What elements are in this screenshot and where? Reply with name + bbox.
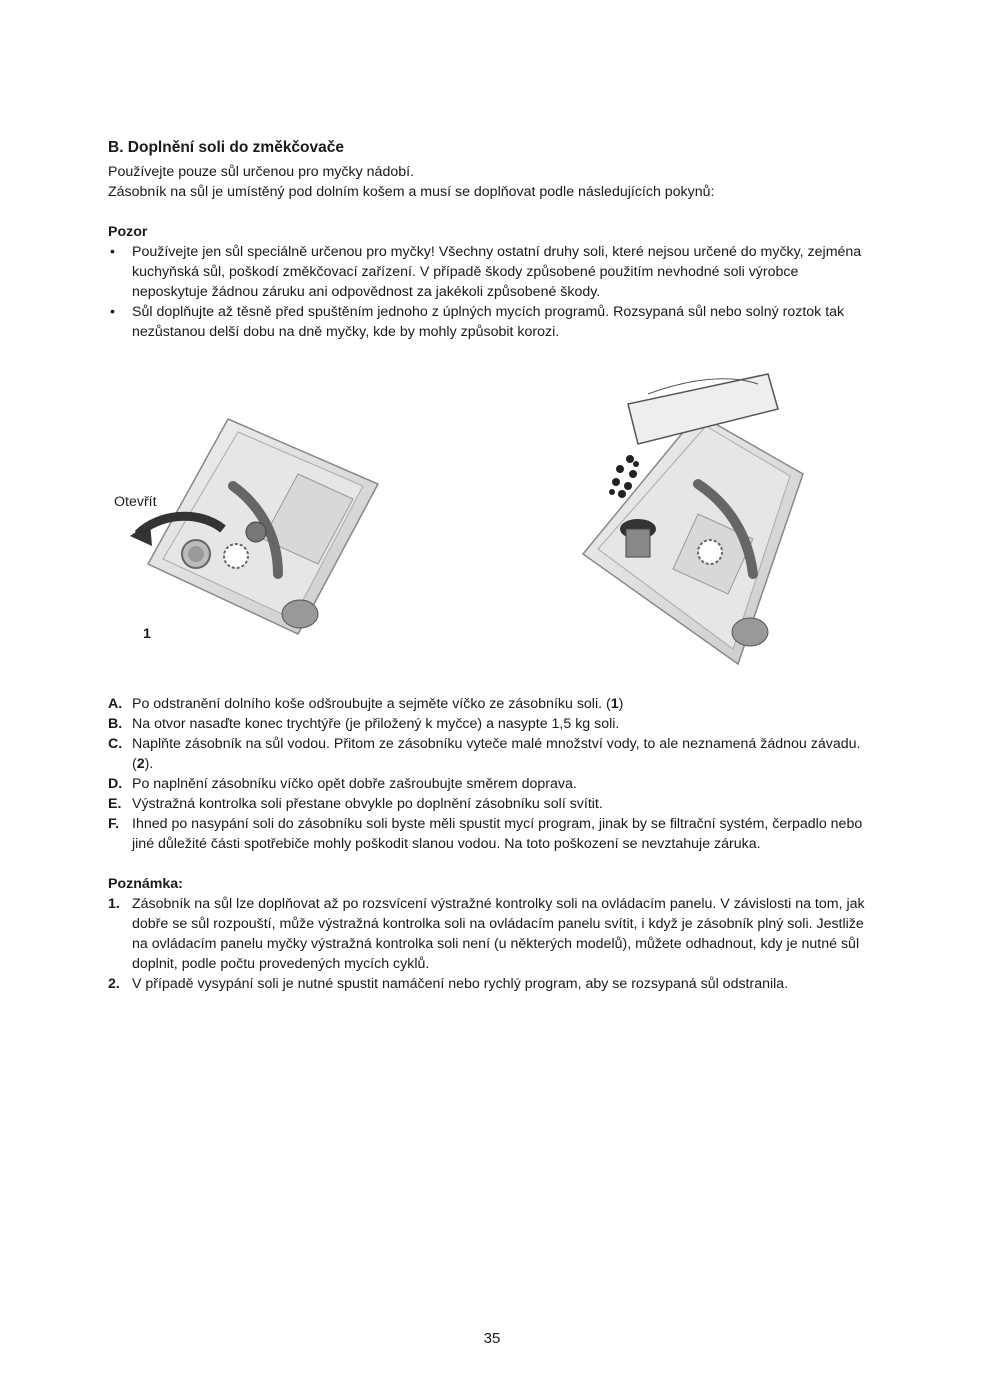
open-label: Otevřít xyxy=(114,494,157,510)
dishwasher-floor-pour-salt-drawing xyxy=(578,364,808,674)
illustration xyxy=(108,364,878,684)
dishwasher-floor-open-cap-drawing xyxy=(128,414,388,654)
step-item: C. Naplňte zásobník na sůl vodou. Přitom ze zásobníku vyteče malé množství vody, to ale neznamená žádnou závadu. (2). xyxy=(108,736,861,772)
step-item: B. Na otvor nasaďte konec trychtýře (je přiložený k myčce) a nasypte 1,5 kg soli. xyxy=(108,716,620,732)
intro-line: Zásobník na sůl je umístěný pod dolním košem a musí se doplňovat podle následujících pokynů: xyxy=(108,184,715,200)
note-item: 1. Zásobník na sůl lze doplňovat až po rozsvícení výstražné kontrolky soli na ovládacím panelu. V závislosti na tom, jak dobře se sůl rozpouští, může výstražná kontrolka soli na ovládacím panelu svítit, i když je zásobník plný soli. Jestliže na ovládacím panelu myčky výstražná kontrolka soli není (u některých modelů), můžete odhadnout, kdy je nutné sůl doplnit, podle počtu provedených mycích cyklů. xyxy=(108,896,865,972)
caution-heading: Pozor xyxy=(108,224,148,240)
step-item: F. Ihned po nasypání soli do zásobníku soli byste měli spustit mycí program, jinak by se filtrační systém, čerpadlo nebo jiné důležité části spotřebiče mohly poškodit slanou vodou. Na toto poškození se nevztahuje záruka. xyxy=(108,816,863,852)
caution-list xyxy=(108,242,878,342)
step-item: E. Výstražná kontrolka soli přestane obvykle po doplnění zásobníku solí svítit. xyxy=(108,796,603,812)
step-item: D. Po naplnění zásobníku víčko opět dobře zašroubujte směrem doprava. xyxy=(108,776,577,792)
figure-number: 1 xyxy=(143,626,151,642)
steps-list xyxy=(108,694,878,854)
note-list xyxy=(108,894,878,994)
caution-item: • Používejte jen sůl speciálně určenou pro myčky! Všechny ostatní druhy soli, které nejsou určené do myčky, zejména kuchyňská sůl, poškodí změkčovací zařízení. V případě škody způsobené použitím nevhodné soli výrobce neposkytuje žádnou záruku ani odpovědnost za jakékoli způsobené škody. xyxy=(108,242,878,302)
section-title: B. Doplnění soli do změkčovače xyxy=(108,139,345,156)
note-heading: Poznámka: xyxy=(108,876,183,892)
caution-item: • Sůl doplňujte až těsně před spuštěním jednoho z úplných mycích programů. Rozsypaná sůl nebo solný roztok tak nezůstanou delší dobu na dně myčky, kde by mohly způsobit korozi. xyxy=(108,302,878,342)
page-number: 35 xyxy=(483,1330,501,1347)
intro-line: Používejte pouze sůl určenou pro myčky nádobí. xyxy=(108,164,414,180)
note-item: 2. V případě vysypání soli je nutné spustit namáčení nebo rychlý program, aby se rozsypaná sůl odstranila. xyxy=(108,976,789,992)
step-item: A. Po odstranění dolního koše odšroubujte a sejměte víčko ze zásobníku soli. (1) xyxy=(108,696,624,712)
document-page xyxy=(108,138,878,994)
